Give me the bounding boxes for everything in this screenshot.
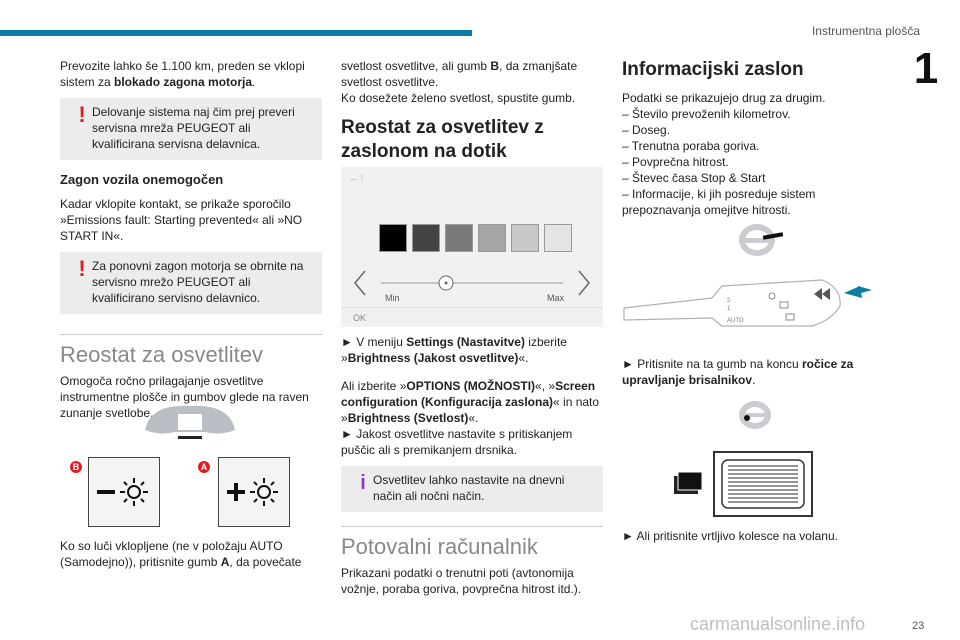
wiper-stalk-illustration — [622, 268, 872, 340]
arrow-right-icon — [579, 271, 589, 295]
warning-icon: ! — [78, 256, 86, 281]
column-3 — [622, 58, 884, 224]
screen-back-icon[interactable]: ← ⁝ — [349, 173, 364, 183]
svg-text:AUTO: AUTO — [727, 318, 744, 324]
svg-text:1: 1 — [727, 306, 731, 312]
bright-button-a[interactable] — [218, 457, 290, 527]
paragraph-start-message: Kadar vklopite kontakt, se prikaže sporočilo »Emissions fault: Starting prevented« ali »NO START IN«. — [60, 197, 303, 243]
brightness-decrease-icon — [89, 458, 159, 526]
label-b: B — [70, 461, 82, 473]
paragraph-press-a: Ko so luči vklopljene (ne v položaju AUTO (Samodejno)), pritisnite gumb A, da povečate — [60, 539, 302, 569]
warning-box: ! Delovanje sistema naj čim prej preveri servisna mreža PEUGEOT ali kvalificirana servisna delavnica. — [60, 98, 322, 160]
label-a: A — [198, 461, 210, 473]
paragraph-brightness-cont: svetlost osvetlitve, ali gumb B, da zmanjšate svetlost osvetlitve. Ko dosežete želeno svetlost, spustite gumb. — [341, 59, 578, 105]
warning-box: ! Za ponovni zagon motorja se obrnite na servisno mrežo PEUGEOT ali kvalificirano servisno delavnico. — [60, 252, 322, 314]
step-settings: ► V meniju Settings (Nastavitve) izberite »Brightness (Jakost osvetlitve)«. — [341, 335, 567, 365]
brightness-swatch — [445, 224, 473, 252]
warning-icon: ! — [78, 102, 86, 127]
list-item: – Doseg. — [622, 122, 884, 138]
heading-info-screen: Informacijski zaslon — [622, 59, 804, 80]
heading-start-prevented: Zagon vozila onemogočen — [60, 172, 224, 187]
touchscreen-illustration — [341, 167, 603, 327]
list-item: – Povprečna hitrost. — [622, 154, 884, 170]
brightness-swatch — [379, 224, 407, 252]
steering-wheel-icon — [735, 220, 785, 260]
column-2-lower — [341, 334, 603, 603]
list-item: – Informacije, ki jih posreduje sistem prepoznavanja omejitve hitrosti. — [622, 186, 884, 218]
steering-wheel-small-icon — [735, 398, 775, 432]
svg-text:2: 2 — [727, 298, 731, 304]
top-accent-bar — [0, 30, 472, 36]
info-list — [622, 106, 884, 218]
paragraph-immobiliser: Prevozite lahko še 1.100 km, preden se vklopi sistem za blokado zagona motorja. — [60, 59, 305, 89]
dashboard-illustration — [140, 402, 240, 442]
column-1 — [60, 58, 322, 427]
list-item: – Števec časa Stop & Start — [622, 170, 884, 186]
dim-button-b[interactable] — [88, 457, 160, 527]
column-2 — [341, 58, 603, 172]
brightness-swatch — [544, 224, 572, 252]
info-box: i Osvetlitev lahko nastavite na dnevni način ali nočni način. — [341, 466, 603, 512]
heading-touchscreen-rheostat: Reostat za osvetlitev z zaslonom na dotik — [341, 117, 544, 162]
paragraph-options: Ali izberite »OPTIONS (MOŽNOSTI)«, »Screen configuration (Konfiguracija zaslona)« in nato »Brightness (Svetlost)«. ► Jakost osvetlitve nastavite s pritiskanjem puščic ali s premikanjem drsnika. — [341, 379, 600, 457]
paragraph-rheostat: Omogoča ročno prilagajanje osvetlitve instrumentne plošče in gumbov glede na raven zunanje svetlobe. — [60, 374, 309, 420]
slider-min-label: Min — [385, 293, 400, 303]
heading-rheostat: Reostat za osvetlitev — [60, 334, 322, 363]
step-wiper-button: ► Pritisnite na ta gumb na koncu ročice za upravljanje brisalnikov. — [622, 357, 854, 387]
list-item: – Število prevoženih kilometrov. — [622, 106, 884, 122]
page-number: 23 — [912, 620, 925, 632]
step-thumbwheel: ► Ali pritisnite vrtljivo kolesce na volanu. — [622, 529, 838, 543]
arrow-left-icon — [355, 271, 365, 295]
chapter-number: 1 — [913, 44, 939, 93]
section-title: Instrumentna plošča — [811, 24, 920, 38]
brightness-increase-icon — [219, 458, 289, 526]
brightness-swatch — [478, 224, 506, 252]
paragraph-info: Podatki se prikazujejo drug za drugim. — [622, 91, 826, 105]
brightness-swatch — [412, 224, 440, 252]
brightness-swatch — [511, 224, 539, 252]
footer-watermark: carmanualsonline.info — [690, 614, 866, 634]
slider-max-label: Max — [547, 293, 565, 303]
paragraph-trip: Prikazani podatki o trenutni poti (avtonomija vožnje, poraba goriva, povprečna hitrost itd.). — [341, 566, 582, 596]
heading-trip-computer: Potovalni računalnik — [341, 526, 603, 555]
thumbwheel-illustration — [670, 450, 815, 520]
info-icon: i — [360, 472, 366, 494]
ok-button[interactable]: OK — [353, 313, 367, 323]
list-item: – Trenutna poraba goriva. — [622, 138, 884, 154]
